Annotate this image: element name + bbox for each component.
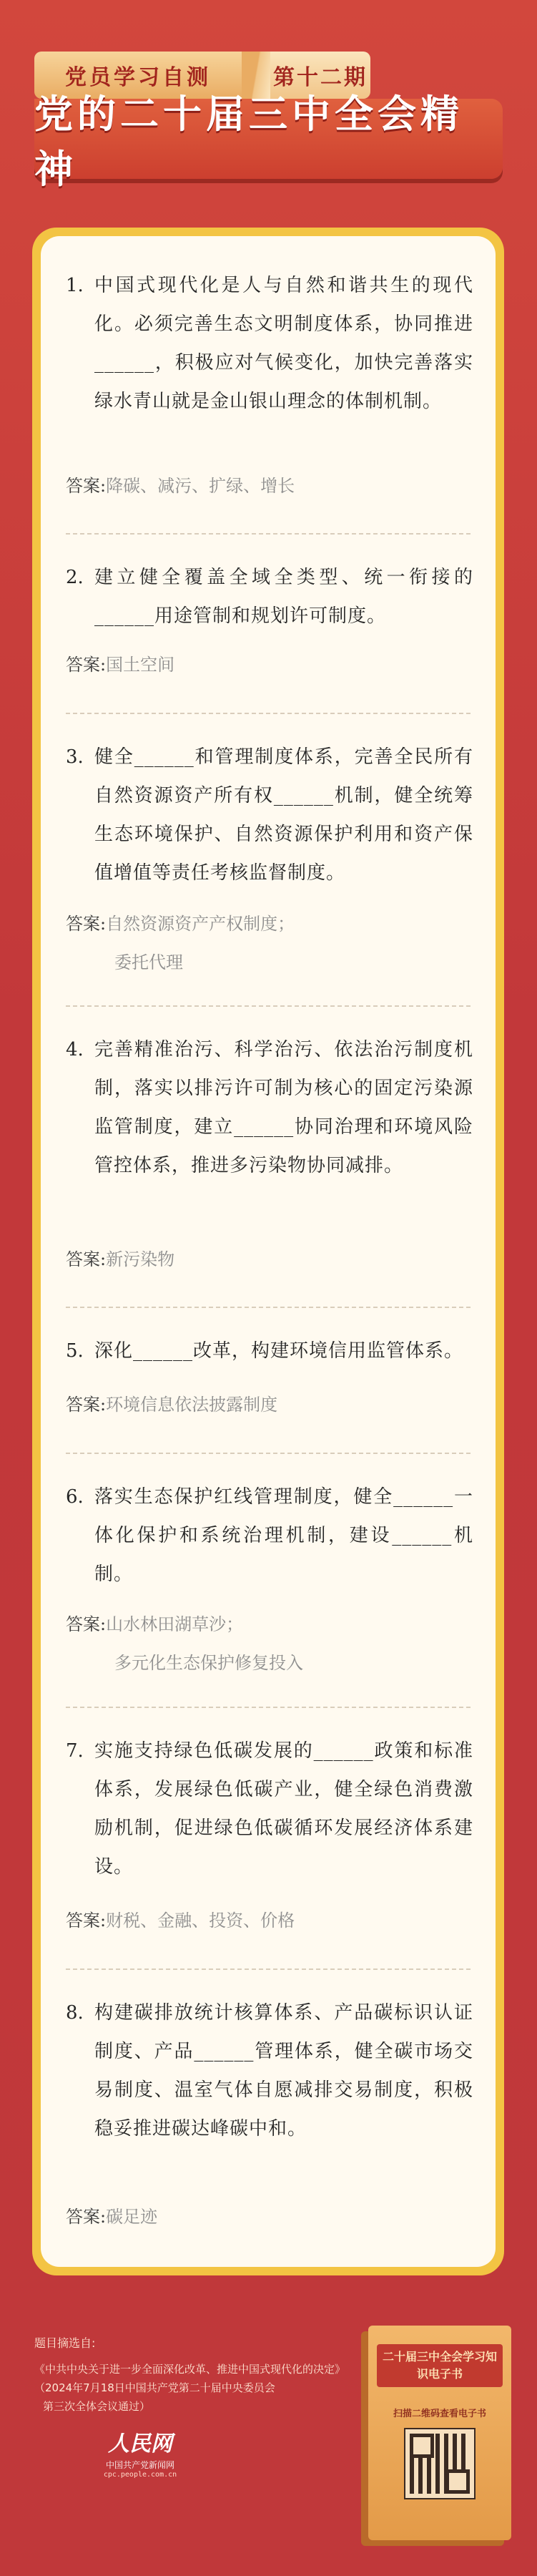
answer-3	[66, 904, 473, 982]
question-text: 中国式现代化是人与自然和谐共生的现代化。必须完善生态文明制度体系，协同推进______，积极应对气候变化，加快完善落实绿水青山就是金山银山理念的体制机制。	[94, 275, 473, 412]
question-text: 深化______改革，构建环境信用监管体系。	[94, 1340, 464, 1362]
answer-value-2: 多元化生态保护修复投入	[114, 1653, 303, 1673]
question-5	[66, 1332, 473, 1370]
answer-label: 答案:	[66, 914, 107, 934]
ebook-title: 二十届三中全会学习知识电子书	[377, 2344, 503, 2387]
question-text: 完善精准治污、科学治污、依法治污制度机制，落实以排污许可制为核心的固定污染源监管制度，建立______协同治理和环境风险管控体系，推进多污染物协同减排。	[94, 1039, 473, 1176]
answer-value-2: 委托代理	[114, 952, 183, 972]
answer-label: 答案:	[66, 2207, 107, 2227]
question-text: 健全______和管理制度体系，完善全民所有自然资源资产所有权______机制，健全统筹生态环境保护、自然资源保护利用和资产保值增值等责任考核监督制度。	[94, 746, 473, 884]
logo-url: cpc.people.com.cn	[103, 2471, 177, 2479]
question-text: 构建碳排放统计核算体系、产品碳标识认证制度、产品______管理体系，健全碳市场交易制度、温室气体自愿减排交易制度，积极稳妥推进碳达峰碳中和。	[94, 2002, 473, 2140]
answer-label: 答案:	[66, 1614, 107, 1634]
question-number: 8.	[66, 2002, 84, 2024]
logo-subtitle: 中国共产党新闻网	[105, 2460, 174, 2470]
question-number: 6.	[66, 1486, 84, 1508]
question-2	[66, 558, 473, 635]
divider	[66, 1707, 471, 1708]
answer-label: 答案:	[66, 1911, 107, 1931]
answer-value: 降碳、减污、扩绿、增长	[106, 476, 295, 496]
question-text: 建立健全覆盖全域全类型、统一衔接的______用途管制和规划许可制度。	[94, 567, 473, 627]
answer-value: 山水林田湖草沙；	[106, 1614, 244, 1634]
answer-label: 答案:	[66, 655, 107, 675]
question-number: 7.	[66, 1740, 84, 1762]
series-label: 党员学习自测	[34, 52, 242, 99]
answer-value: 环境信息依法披露制度	[106, 1395, 278, 1415]
question-number: 5.	[66, 1340, 84, 1362]
source-line: 第三次全体会议通过）	[43, 2400, 151, 2413]
title-banner	[34, 92, 503, 192]
logo-text: 人民网	[108, 2431, 172, 2457]
divider	[66, 1968, 471, 1970]
question-text: 落实生态保护红线管理制度，健全______一体化保护和系统治理机制，建设______机制。	[94, 1486, 473, 1585]
question-6	[66, 1478, 473, 1594]
question-8	[66, 1994, 473, 2148]
divider	[66, 533, 471, 535]
answer-value: 碳足迹	[106, 2207, 158, 2227]
source-title: 题目摘选自:	[34, 2336, 96, 2350]
question-1	[66, 266, 473, 421]
question-3	[66, 738, 473, 892]
answer-6	[66, 1605, 473, 1682]
answer-4	[66, 1240, 473, 1279]
question-number: 1.	[66, 275, 84, 296]
answer-value: 财税、金融、投资、价格	[106, 1911, 295, 1931]
question-text: 实施支持绿色低碳发展的______政策和标准体系，发展绿色低碳产业，健全绿色消费激励机制，促进绿色低碳循环发展经济体系建设。	[94, 1740, 473, 1878]
answer-1	[66, 467, 473, 505]
divider	[66, 713, 471, 714]
answer-label: 答案:	[66, 1395, 107, 1415]
answer-value: 自然资源资产产权制度；	[106, 914, 295, 934]
question-number: 2.	[66, 567, 84, 588]
question-7	[66, 1732, 473, 1886]
footer	[0, 2311, 537, 2576]
ebook-promo[interactable]	[368, 2326, 511, 2540]
answer-value: 国土空间	[106, 655, 175, 675]
qr-code-icon[interactable]	[405, 2429, 474, 2498]
question-number: 4.	[66, 1039, 84, 1060]
answer-value: 新污染物	[106, 1249, 175, 1269]
issue-number: 第十二期	[270, 52, 370, 99]
ebook-scan-hint: 扫描二维码查看电子书	[393, 2409, 486, 2419]
source-line: 《中共中央关于进一步全面深化改革、推进中国式现代化的决定》	[34, 2363, 346, 2376]
divider	[66, 1005, 471, 1007]
source-line: （2024年7月18日中国共产党第二十届中央委员会	[34, 2381, 275, 2394]
answer-8	[66, 2197, 473, 2236]
divider	[66, 1307, 471, 1308]
page-title: 党的二十届三中全会精神	[34, 92, 463, 192]
people-net-logo[interactable]	[76, 2426, 205, 2479]
answer-label: 答案:	[66, 1249, 107, 1269]
question-number: 3.	[66, 746, 84, 768]
answer-label: 答案:	[66, 476, 107, 496]
question-4	[66, 1030, 473, 1185]
answer-7	[66, 1901, 473, 1940]
divider	[66, 1453, 471, 1454]
header	[0, 0, 537, 208]
answer-2	[66, 645, 473, 684]
answer-5	[66, 1385, 473, 1424]
